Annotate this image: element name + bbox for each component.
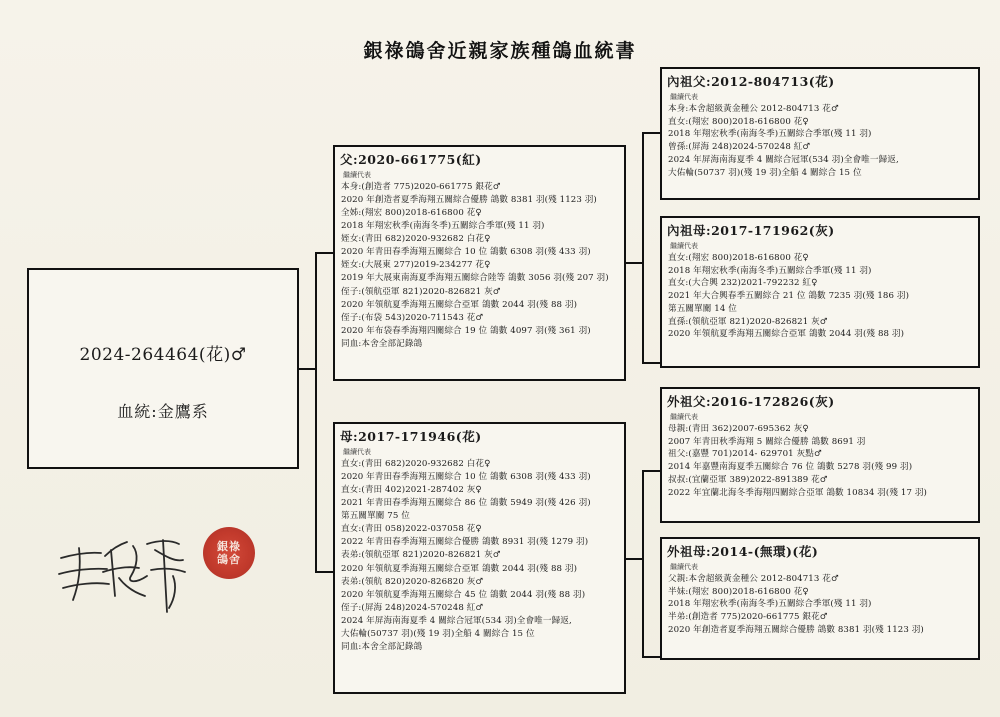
paternal-granddam-subtitle: 繼續代表 <box>670 242 698 250</box>
dam-line: 表弟:(領航亞軍 821)2020-826821 灰♂ <box>341 550 501 561</box>
paternal-grandsire-line: 直女:(翔宏 800)2018-616800 花♀ <box>668 116 809 127</box>
maternal-grandsire-subtitle: 繼續代表 <box>670 413 698 421</box>
connector-line <box>315 571 334 573</box>
maternal-granddam-line: 2020 年創造者夏季海翔五關綜合優勝 鴿數 8381 羽(殘 1123 羽) <box>668 624 924 635</box>
dam-subtitle: 繼續代表 <box>343 448 371 456</box>
dam-line: 直女:(青田 682)2020-932682 白花♀ <box>341 459 491 469</box>
paternal-granddam-line: 2018 年翔宏秋季(南海冬季)五關綜合季軍(殘 11 羽) <box>668 265 872 276</box>
paternal-grandsire-header: 內祖父:2012-804713(花) <box>667 74 835 89</box>
connector-line <box>315 252 317 572</box>
sire-line: 全姊:(翔宏 800)2018-616800 花♀ <box>341 208 482 219</box>
dam-line: 直女:(青田 402)2021-287402 灰♀ <box>341 485 482 496</box>
dam-line: 大佑輪(50737 羽)(殘 19 羽)全船 4 關綜合 15 位 <box>341 628 535 639</box>
dam-line: 2020 年青田春季海翔五關綜合 10 位 鴿數 6308 羽(殘 433 羽) <box>341 472 591 483</box>
maternal-grandsire-line: 叔叔:(宜蘭亞軍 389)2022-891389 花♂ <box>668 474 828 485</box>
paternal-granddam-box <box>660 216 980 368</box>
paternal-granddam-line: 第五關單關 14 位 <box>668 303 737 314</box>
dam-line: 2020 年領航夏季海翔五關綜合亞軍 鴿數 2044 羽(殘 88 羽) <box>341 563 578 574</box>
maternal-grandsire-line: 母親:(青田 362)2007-695362 灰♀ <box>668 424 809 434</box>
paternal-granddam-line: 2021 年大合興春季五關綜合 21 位 鴿數 7235 羽(殘 186 羽) <box>668 291 910 302</box>
connector-line <box>299 368 316 370</box>
maternal-granddam-line: 父親:本舍超級黃金種公 2012-804713 花♂ <box>668 574 839 584</box>
dam-line: 2021 年青田春季海翔五關綜合 86 位 鴿數 5949 羽(殘 426 羽) <box>341 498 591 509</box>
sire-line: 2020 年創造者夏季海翔五關綜合優勝 鴿數 8381 羽(殘 1123 羽) <box>341 195 597 206</box>
connector-line <box>642 470 661 472</box>
sire-line: 2019 年大展東南海夏季海翔五關綜合陸等 鴿數 3056 羽(殘 207 羽) <box>341 273 609 284</box>
dam-line: 2024 年屏海南海夏季 4 關綜合冠軍(534 羽)全會唯一歸返, <box>341 615 572 626</box>
connector-line <box>642 132 661 134</box>
maternal-granddam-subtitle: 繼續代表 <box>670 563 698 571</box>
subject-pigeon-box <box>27 268 299 469</box>
sire-line: 2018 年翔宏秋季(南海冬季)五關綜合季軍(殘 11 羽) <box>341 221 545 232</box>
sire-line: 姪女:(大展東 277)2019-234277 花♀ <box>341 260 491 271</box>
sire-line: 本身:(創造者 775)2020-661775 銀花♂ <box>341 182 501 192</box>
paternal-granddam-line: 直女:(翔宏 800)2018-616800 花♀ <box>668 253 809 263</box>
maternal-grandsire-line: 祖父:(嘉豐 701)2014- 629701 灰點♂ <box>668 449 822 460</box>
dam-line: 同血:本舍全部記錄鴿 <box>341 641 423 652</box>
sire-line: 姪女:(青田 682)2020-932682 白花♀ <box>341 234 491 245</box>
connector-line <box>315 252 334 254</box>
maternal-grandsire-line: 2022 年宜蘭北海冬季海翔四關綜合亞軍 鴿數 10834 羽(殘 17 羽) <box>668 487 928 498</box>
connector-line <box>642 132 644 363</box>
maternal-grandsire-line: 2014 年嘉豐南海夏季五關綜合 76 位 鴿數 5278 羽(殘 99 羽) <box>668 462 913 473</box>
sire-line: 侄子:(布袋 543)2020-711543 花♂ <box>341 312 484 323</box>
connector-line <box>626 262 643 264</box>
maternal-grandsire-header: 外祖父:2016-172826(灰) <box>667 394 835 409</box>
connector-line <box>642 656 661 658</box>
dam-line: 2022 年青田春季海翔五關綜合優勝 鴿數 8931 羽(殘 1279 羽) <box>341 537 589 548</box>
seal-stamp <box>203 527 255 579</box>
maternal-granddam-line: 2018 年翔宏秋季(南海冬季)五關綜合季軍(殘 11 羽) <box>668 599 872 610</box>
paternal-grandsire-line: 2018 年翔宏秋季(南海冬季)五關綜合季軍(殘 11 羽) <box>668 129 872 140</box>
paternal-grandsire-subtitle: 繼續代表 <box>670 93 698 101</box>
connector-line <box>626 558 643 560</box>
paternal-grandsire-box <box>660 67 980 200</box>
sire-subtitle: 繼續代表 <box>343 171 371 179</box>
handwritten-signature <box>55 526 195 616</box>
page-title: 銀祿鴿舍近親家族種鴿血統書 <box>363 40 637 62</box>
sire-line: 2020 年青田春季海翔五關綜合 10 位 鴿數 6308 羽(殘 433 羽) <box>341 247 591 258</box>
maternal-granddam-box <box>660 537 980 660</box>
paternal-granddam-header: 內祖母:2017-171962(灰) <box>667 223 835 238</box>
sire-box <box>333 145 626 381</box>
maternal-granddam-header: 外祖母:2014-(無環)(花) <box>667 544 819 559</box>
paternal-granddam-line: 直女:(大合興 232)2021-792232 紅♀ <box>668 278 818 289</box>
paternal-grandsire-line: 2024 年屏海南海夏季 4 關綜合冠軍(534 羽)全會唯一歸返, <box>668 154 899 165</box>
subject-bloodline: 血統:金鷹系 <box>117 402 209 421</box>
dam-line: 侄子:(屏海 248)2024-570248 紅♂ <box>341 602 484 613</box>
maternal-grandsire-box <box>660 387 980 523</box>
dam-box <box>333 422 626 694</box>
dam-line: 第五關單關 75 位 <box>341 511 410 522</box>
maternal-grandsire-line: 2007 年青田秋季海翔 5 關綜合優勝 鴿數 8691 羽 <box>668 436 866 447</box>
seal-text: 銀祿鴿舍 <box>217 540 241 566</box>
connector-line <box>642 470 644 657</box>
sire-line: 侄子:(領航亞軍 821)2020-826821 灰♂ <box>341 286 501 297</box>
paternal-granddam-line: 直孫:(領航亞軍 821)2020-826821 灰♂ <box>668 316 828 327</box>
subject-ring-number: 2024-264464(花)♂ <box>79 345 247 365</box>
paternal-grandsire-line: 大佑輪(50737 羽)(殘 19 羽)全船 4 關綜合 15 位 <box>668 167 862 178</box>
maternal-granddam-line: 半弟:(創造者 775)2020-661775 銀花♂ <box>668 612 828 623</box>
dam-line: 直女:(青田 058)2022-037058 花♀ <box>341 524 482 535</box>
dam-line: 2020 年領航夏季海翔五關綜合 45 位 鴿數 2044 羽(殘 88 羽) <box>341 589 586 600</box>
sire-line: 同血:本舍全部記錄鴿 <box>341 338 423 349</box>
paternal-granddam-line: 2020 年領航夏季海翔五關綜合亞軍 鴿數 2044 羽(殘 88 羽) <box>668 329 905 340</box>
paternal-grandsire-line: 曾孫:(屏海 248)2024-570248 紅♂ <box>668 142 811 153</box>
dam-line: 表弟:(領航 820)2020-826820 灰♂ <box>341 576 484 587</box>
connector-line <box>642 362 661 364</box>
dam-header: 母:2017-171946(花) <box>340 429 482 444</box>
sire-line: 2020 年領航夏季海翔五關綜合亞軍 鴿數 2044 羽(殘 88 羽) <box>341 299 578 310</box>
sire-line: 2020 年布袋春季海翔四關綜合 19 位 鴿數 4097 羽(殘 361 羽) <box>341 325 591 336</box>
sire-header: 父:2020-661775(紅) <box>340 152 482 167</box>
maternal-granddam-line: 半妹:(翔宏 800)2018-616800 花♀ <box>668 586 809 597</box>
paternal-grandsire-line: 本身:本舍超級黃金種公 2012-804713 花♂ <box>668 104 839 114</box>
